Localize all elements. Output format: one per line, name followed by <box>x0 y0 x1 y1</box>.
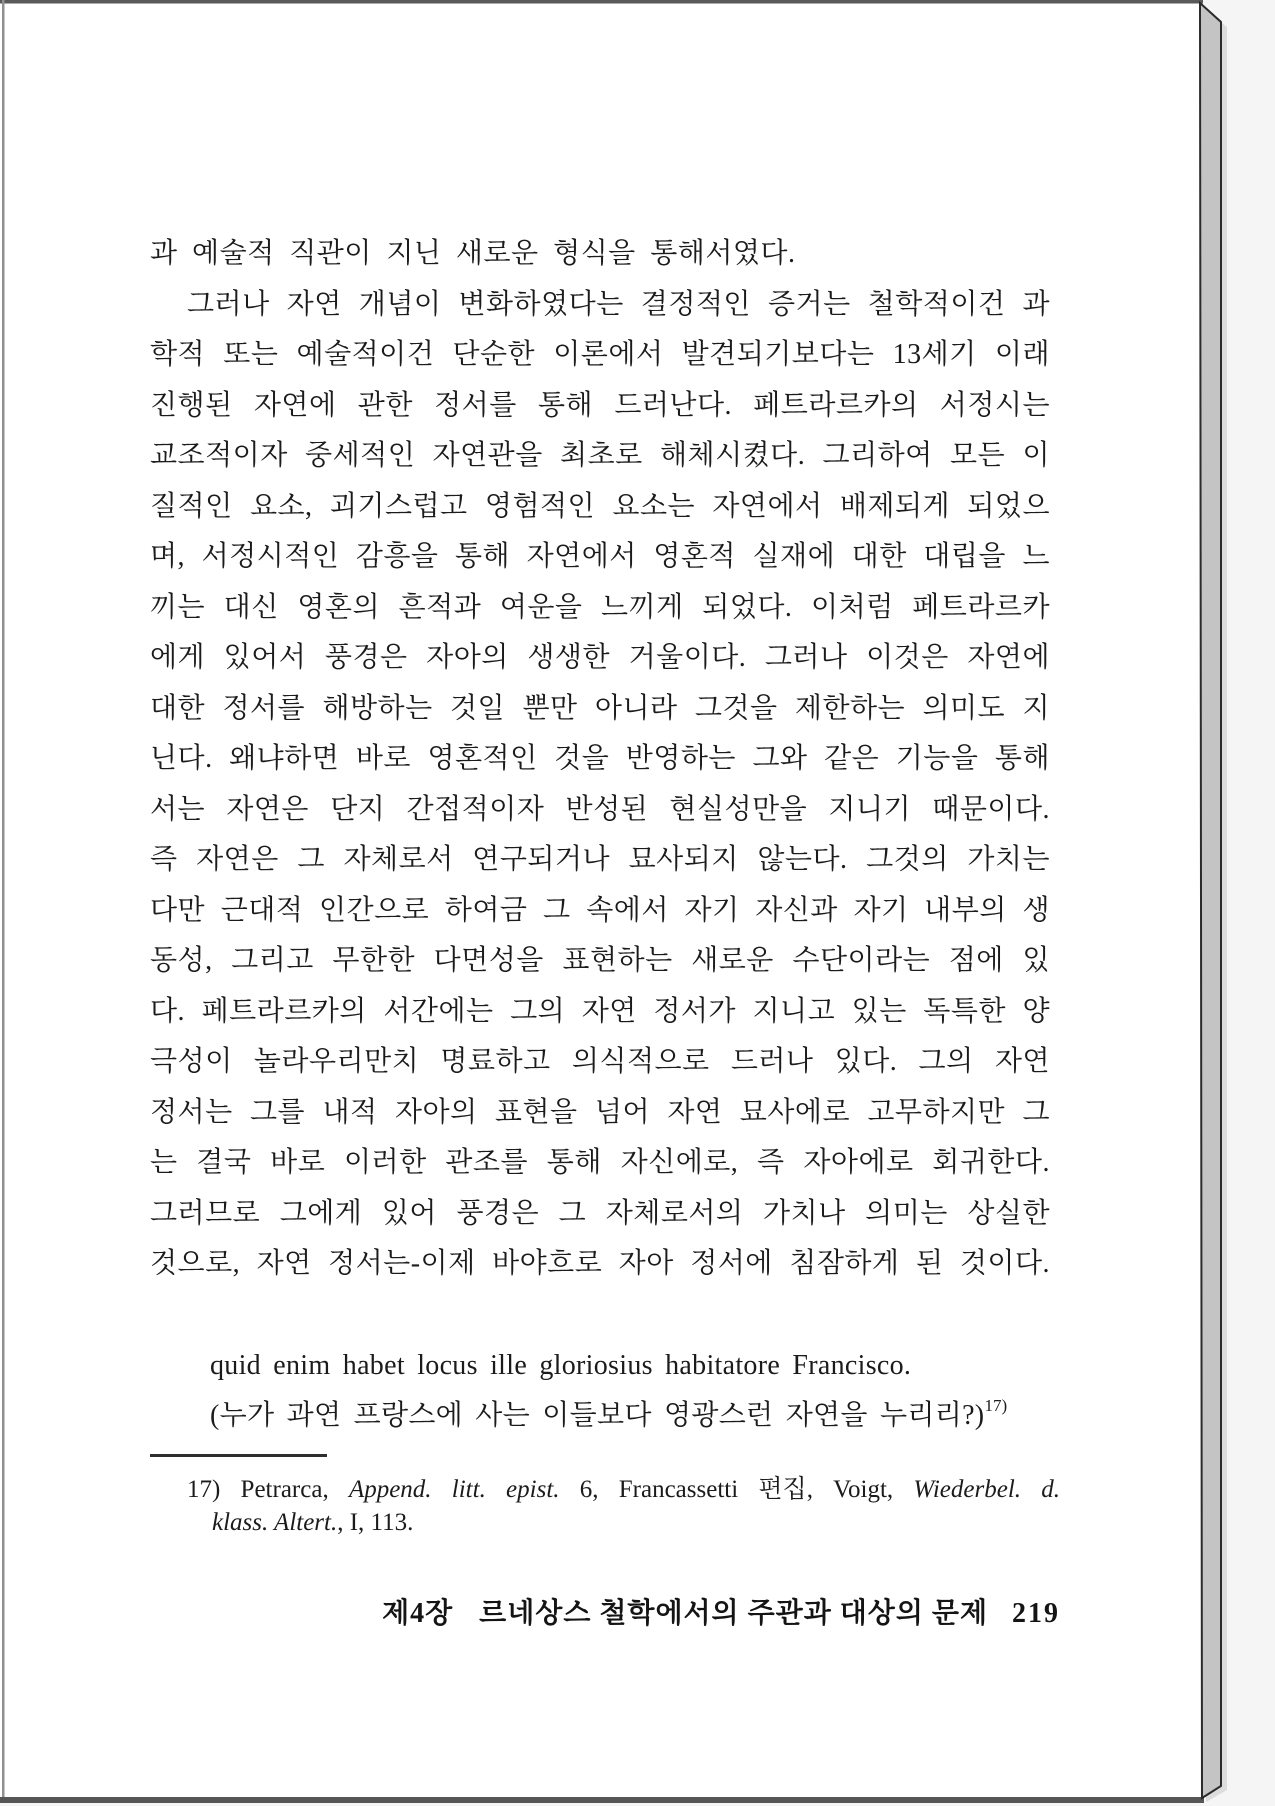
block-quote <box>210 1341 1070 1441</box>
footnote-run-italic: klass. Altert. <box>212 1509 338 1536</box>
quote-translation-text: (누가 과연 프랑스에 사는 이들보다 영광스런 자연을 누리리?) <box>210 1400 985 1431</box>
footnote <box>187 1473 1060 1539</box>
body-text <box>150 229 1050 1290</box>
footnote-line <box>187 1506 1060 1539</box>
footnote-run-italic: Wiederbel. d. <box>913 1476 1060 1503</box>
footnote-run: 6, Francassetti 편집, Voigt, <box>559 1476 914 1503</box>
body-text-line: 그러나 자연 개념이 변화하였다는 결정적인 증거는 철학적이건 과 <box>187 288 1050 320</box>
body-text-line: 서는 자연은 단지 간접적이자 반성된 현실성만을 지니기 때문이다. <box>150 793 1050 825</box>
body-text-line: 정서는 그를 내적 자아의 표현을 넘어 자연 묘사에로 고무하지만 그 <box>150 1096 1050 1128</box>
body-text-line: 다. 페트라르카의 서간에는 그의 자연 정서가 지니고 있는 독특한 양 <box>150 995 1050 1027</box>
body-text-line: 교조적이자 중세적인 자연관을 최초로 해체시켰다. 그리하여 모든 이 <box>150 440 1050 471</box>
page-number: 219 <box>1012 1598 1060 1629</box>
body-text-line: 에게 있어서 풍경은 자아의 생생한 거울이다. 그러나 이것은 자연에 <box>150 642 1050 673</box>
body-text-line: 끼는 대신 영혼의 흔적과 여운을 느끼게 되었다. 이처럼 페트라르카 <box>150 591 1050 623</box>
footnote-run-italic: Append. litt. epist. <box>348 1476 560 1503</box>
body-text-line: 것으로, 자연 정서는-이제 바야흐로 자아 정서에 침잠하게 된 것이다. <box>150 1248 1050 1279</box>
body-text-line: 는 결국 바로 이러한 관조를 통해 자신에로, 즉 자아에로 회귀한다. <box>150 1147 1050 1178</box>
body-text-line: 진행된 자연에 관한 정서를 통해 드러난다. 페트라르카의 서정시는 <box>150 389 1050 421</box>
body-text-line: 대한 정서를 해방하는 것일 뿐만 아니라 그것을 제한하는 의미도 지 <box>150 692 1050 724</box>
body-text-line: 그러므로 그에게 있어 풍경은 그 자체로서의 가치나 의미는 상실한 <box>150 1197 1050 1229</box>
body-text-line: 닌다. 왜냐하면 바로 영혼적인 것을 반영하는 그와 같은 기능을 통해 <box>150 743 1050 774</box>
body-text-line: 학적 또는 예술적이건 단순한 이론에서 발견되기보다는 13세기 이래 <box>150 339 1050 370</box>
footnote-separator-rule <box>150 1454 327 1457</box>
footnote-reference: 17) <box>984 1396 1008 1415</box>
body-text-line: 질적인 요소, 괴기스럽고 영험적인 요소는 자연에서 배제되게 되었으 <box>150 490 1050 522</box>
footnote-run: , I, 113. <box>337 1509 414 1536</box>
body-text-line: 극성이 놀라우리만치 명료하고 의식적으로 드러나 있다. 그의 자연 <box>150 1046 1050 1077</box>
body-text-line: 며, 서정시적인 감흥을 통해 자연에서 영혼적 실재에 대한 대립을 느 <box>150 541 1050 572</box>
footnote-line <box>187 1473 1060 1506</box>
footnote-run: 17) Petrarca, <box>187 1476 349 1503</box>
quote-translation-line <box>210 1391 1070 1441</box>
running-footer-title: 르네상스 철학에서의 주관과 대상의 문제 <box>479 1598 988 1629</box>
body-text-line: 즉 자연은 그 자체로서 연구되거나 묘사되지 않는다. 그것의 가치는 <box>150 844 1050 875</box>
quote-latin-line: quid enim habet locus ille gloriosius habitatore Francisco. <box>210 1350 912 1381</box>
body-text-line: 다만 근대적 인간으로 하여금 그 속에서 자기 자신과 자기 내부의 생 <box>150 894 1050 926</box>
body-text-line: 동성, 그리고 무한한 다면성을 표현하는 새로운 수단이라는 점에 있 <box>150 945 1050 976</box>
chapter-label: 제4장 <box>382 1598 454 1629</box>
running-footer <box>150 1591 1060 1631</box>
body-text-line: 과 예술적 직관이 지닌 새로운 형식을 통해서였다. <box>150 238 796 269</box>
